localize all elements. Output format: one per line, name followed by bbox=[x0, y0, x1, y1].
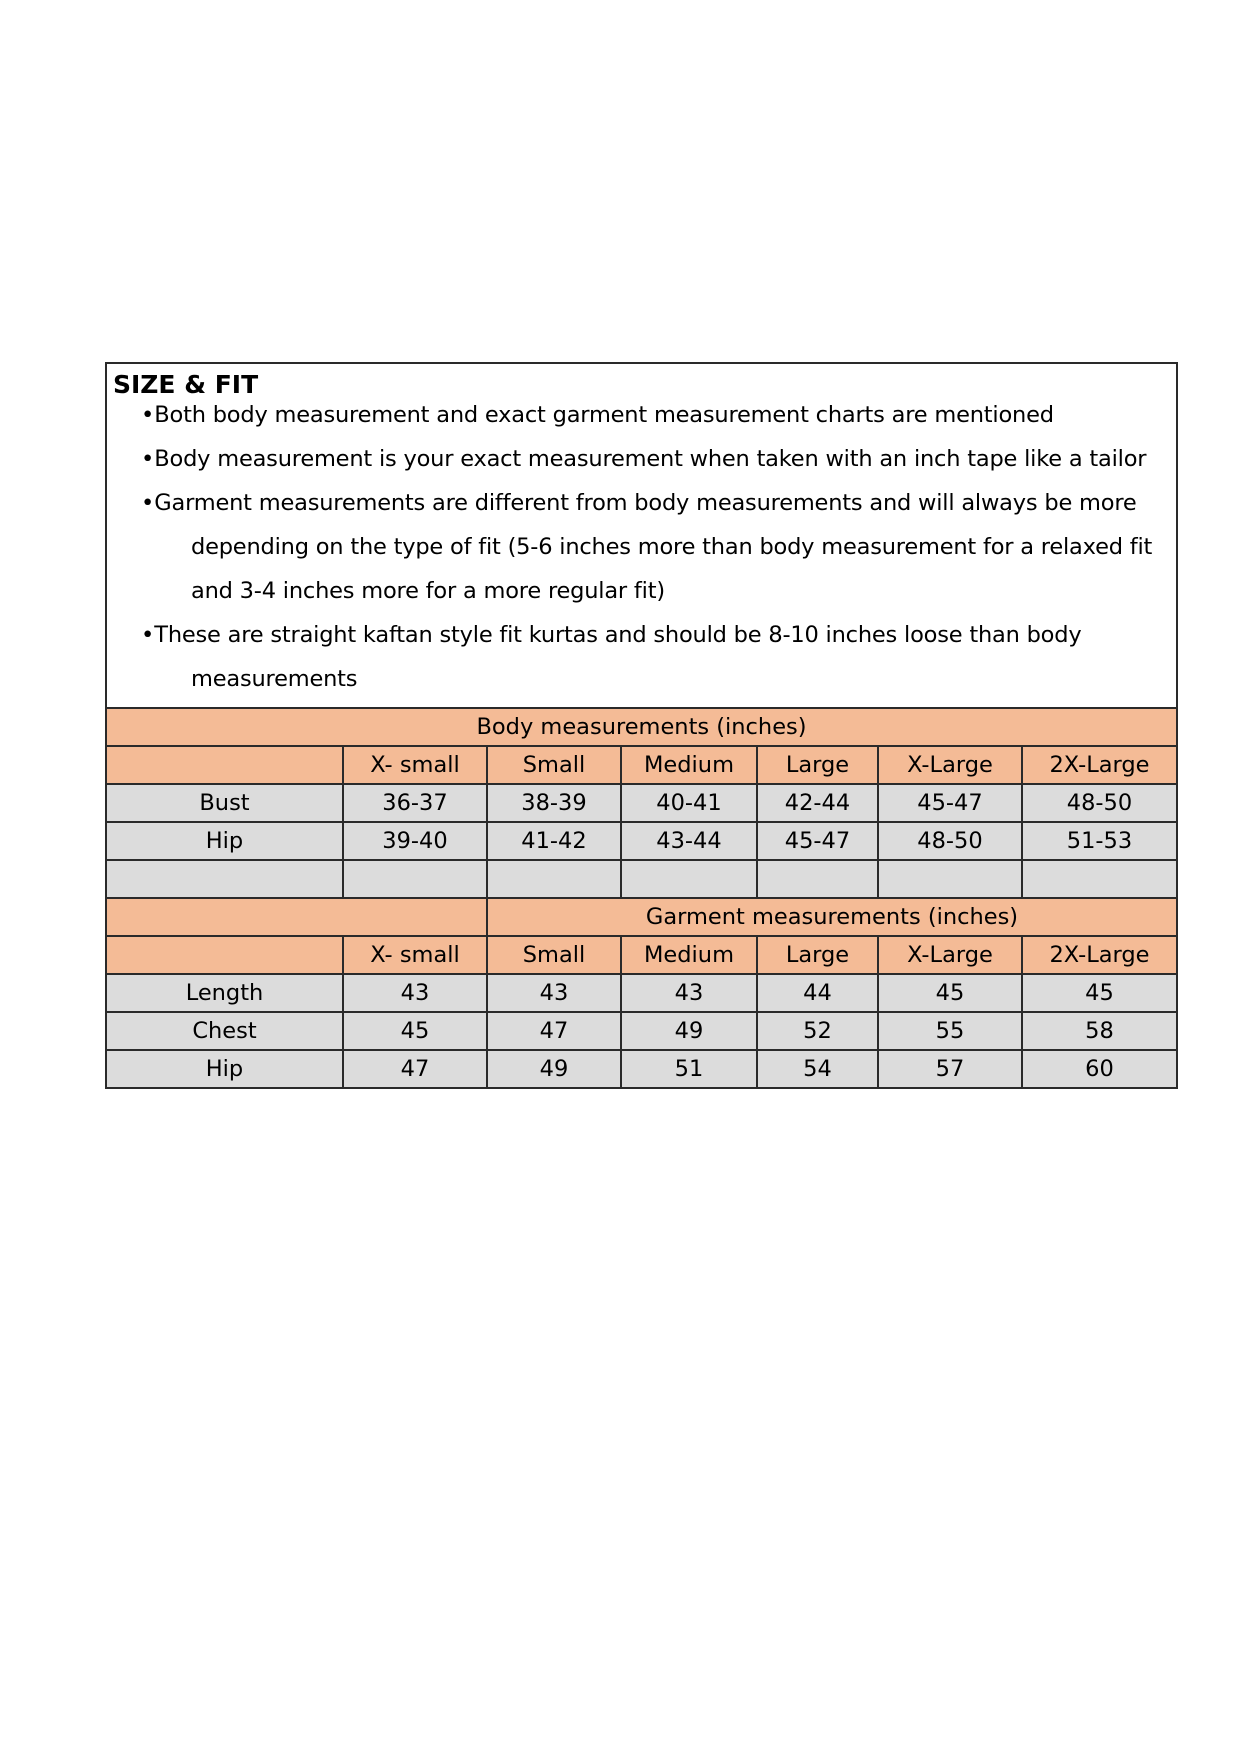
table-cell: 41-42 bbox=[487, 822, 621, 860]
table-cell: 43 bbox=[343, 974, 487, 1012]
garment-title-row bbox=[107, 898, 1176, 936]
body-table-title: Body measurements (inches) bbox=[107, 709, 1176, 746]
table-cell: 38-39 bbox=[487, 784, 621, 822]
note-item bbox=[113, 437, 1168, 481]
size-header-cell: Medium bbox=[621, 746, 757, 784]
row-label: Chest bbox=[107, 1012, 343, 1050]
empty-cell bbox=[621, 860, 757, 898]
bullet-marker: • bbox=[141, 490, 155, 516]
table-cell: 45 bbox=[878, 974, 1022, 1012]
note-item bbox=[113, 393, 1168, 437]
body-title-row bbox=[107, 709, 1176, 746]
table-cell: 40-41 bbox=[621, 784, 757, 822]
empty-cell bbox=[878, 860, 1022, 898]
table-cell: 45 bbox=[343, 1012, 487, 1050]
table-cell: 55 bbox=[878, 1012, 1022, 1050]
measurement-table bbox=[107, 709, 1176, 1087]
empty-cell bbox=[1022, 860, 1176, 898]
header-empty-cell bbox=[107, 746, 343, 784]
size-header-cell: Small bbox=[487, 936, 621, 974]
table-cell: 47 bbox=[343, 1050, 487, 1087]
garment-table-title: Garment measurements (inches) bbox=[487, 898, 1176, 936]
table-row bbox=[107, 974, 1176, 1012]
note-item bbox=[113, 613, 1168, 701]
size-fit-title: SIZE & FIT bbox=[113, 370, 259, 399]
row-label: Length bbox=[107, 974, 343, 1012]
size-header-cell: Medium bbox=[621, 936, 757, 974]
size-header-cell: 2X-Large bbox=[1022, 936, 1176, 974]
table-cell: 47 bbox=[487, 1012, 621, 1050]
size-header-cell: X- small bbox=[343, 746, 487, 784]
table-row bbox=[107, 822, 1176, 860]
size-fit-notes bbox=[107, 364, 1176, 709]
table-cell: 49 bbox=[487, 1050, 621, 1087]
table-cell: 42-44 bbox=[757, 784, 878, 822]
size-header-cell: 2X-Large bbox=[1022, 746, 1176, 784]
size-header-cell: Small bbox=[487, 746, 621, 784]
note-text: Body measurement is your exact measurement when taken with an inch tape like a tailor bbox=[154, 446, 1147, 472]
table-cell: 48-50 bbox=[1022, 784, 1176, 822]
table-cell: 43-44 bbox=[621, 822, 757, 860]
bullet-marker: • bbox=[141, 622, 155, 648]
header-empty-cell bbox=[107, 898, 487, 936]
table-cell: 45 bbox=[1022, 974, 1176, 1012]
empty-cell bbox=[757, 860, 878, 898]
spacer-row bbox=[107, 860, 1176, 898]
size-header-cell: X-Large bbox=[878, 746, 1022, 784]
row-label: Hip bbox=[107, 1050, 343, 1087]
table-cell: 43 bbox=[621, 974, 757, 1012]
empty-cell bbox=[343, 860, 487, 898]
table-cell: 45-47 bbox=[757, 822, 878, 860]
table-cell: 57 bbox=[878, 1050, 1022, 1087]
notes-list bbox=[113, 393, 1168, 701]
bullet-marker: • bbox=[141, 446, 155, 472]
table-cell: 45-47 bbox=[878, 784, 1022, 822]
size-header-cell: Large bbox=[757, 746, 878, 784]
table-cell: 51-53 bbox=[1022, 822, 1176, 860]
table-cell: 44 bbox=[757, 974, 878, 1012]
empty-cell bbox=[107, 860, 343, 898]
size-header-cell: X- small bbox=[343, 936, 487, 974]
table-cell: 51 bbox=[621, 1050, 757, 1087]
empty-cell bbox=[487, 860, 621, 898]
table-row bbox=[107, 784, 1176, 822]
table-cell: 39-40 bbox=[343, 822, 487, 860]
table-cell: 58 bbox=[1022, 1012, 1176, 1050]
table-row bbox=[107, 1012, 1176, 1050]
body-size-header-row bbox=[107, 746, 1176, 784]
table-cell: 49 bbox=[621, 1012, 757, 1050]
table-cell: 36-37 bbox=[343, 784, 487, 822]
table-cell: 48-50 bbox=[878, 822, 1022, 860]
row-label: Hip bbox=[107, 822, 343, 860]
table-cell: 52 bbox=[757, 1012, 878, 1050]
note-item bbox=[113, 481, 1168, 613]
size-header-cell: X-Large bbox=[878, 936, 1022, 974]
table-cell: 54 bbox=[757, 1050, 878, 1087]
note-text: These are straight kaftan style fit kurtas and should be 8-10 inches loose than body measurements bbox=[154, 622, 1082, 692]
row-label: Bust bbox=[107, 784, 343, 822]
size-header-cell: Large bbox=[757, 936, 878, 974]
table-cell: 43 bbox=[487, 974, 621, 1012]
header-empty-cell bbox=[107, 936, 343, 974]
garment-size-header-row bbox=[107, 936, 1176, 974]
size-fit-chart bbox=[105, 362, 1178, 1089]
note-text: Garment measurements are different from body measurements and will always be more depending on the type of fit (5-6 inches more than body measurement for a relaxed fit and 3-4 inches more for a more regular fit) bbox=[154, 490, 1153, 604]
table-row bbox=[107, 1050, 1176, 1087]
note-text: Both body measurement and exact garment measurement charts are mentioned bbox=[154, 402, 1054, 428]
table-cell: 60 bbox=[1022, 1050, 1176, 1087]
bullet-marker: • bbox=[141, 402, 155, 428]
